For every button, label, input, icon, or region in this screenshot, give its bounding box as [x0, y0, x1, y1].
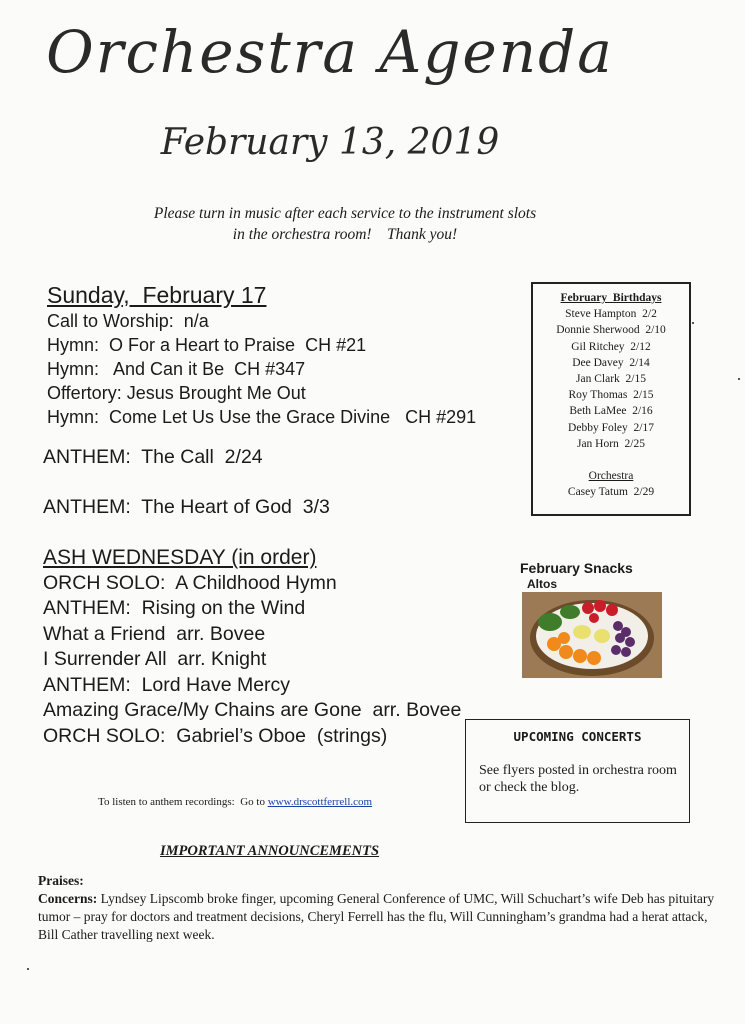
note-line: in the orchestra room! Thank you!	[232, 226, 458, 243]
birthday-item: Donnie Sherwood 2/10	[556, 324, 666, 337]
list-item: Offertory: Jesus Brought Me Out	[47, 383, 306, 403]
scan-speck	[692, 322, 694, 324]
page-title: Orchestra Agenda	[46, 18, 614, 86]
agenda-date: February 13, 2019	[160, 122, 500, 163]
scan-speck	[738, 378, 740, 380]
concerts-heading: UPCOMING CONCERTS	[513, 729, 642, 744]
note-line: Please turn in music after each service to the instrument slots	[153, 205, 537, 222]
website-link[interactable]: www.drscottferrell.com	[267, 796, 373, 808]
upcoming-concerts-box	[465, 719, 690, 823]
snacks-heading: February Snacks	[520, 560, 633, 576]
announcements-body	[38, 872, 728, 944]
sunday-heading: Sunday, February 17	[47, 282, 267, 308]
list-item: ORCH SOLO: A Childhood Hymn	[43, 571, 337, 594]
ash-wednesday-section	[43, 545, 461, 749]
birthday-item: Casey Tatum 2/29	[567, 486, 655, 499]
list-item: What a Friend arr. Bovee	[43, 622, 266, 645]
scan-speck	[27, 968, 29, 970]
fruit-tray-image	[522, 592, 662, 678]
ash-wednesday-heading: ASH WEDNESDAY (in order)	[43, 546, 317, 569]
praises-label: Praises:	[38, 873, 84, 888]
fruit-tray-illustration	[522, 592, 662, 678]
announcements-heading: IMPORTANT ANNOUNCEMENTS	[160, 843, 380, 859]
birthdays-box	[531, 282, 691, 516]
birthday-item: Steve Hampton 2/2	[565, 308, 657, 321]
birthday-item: Roy Thomas 2/15	[568, 389, 654, 402]
music-return-note	[80, 203, 610, 245]
concerts-body: See flyers posted in orchestra room or check the blog.	[479, 763, 677, 795]
anthem-item: ANTHEM: The Call 2/24	[43, 446, 263, 468]
concerns-label: Concerns:	[38, 891, 98, 906]
list-item: Amazing Grace/My Chains are Gone arr. Bovee	[43, 699, 462, 721]
list-item: Hymn: Come Let Us Use the Grace Divine CH #291	[47, 407, 477, 427]
birthday-item: Jan Horn 2/25	[576, 437, 646, 450]
birthdays-heading: February Birthdays	[560, 292, 662, 304]
birthday-item: Dee Davey 2/14	[572, 356, 650, 369]
list-item: Hymn: And Can it Be CH #347	[47, 359, 306, 379]
birthday-item: Beth LaMee 2/16	[569, 405, 653, 418]
listen-note	[98, 796, 372, 808]
snacks-group: Altos	[527, 577, 557, 591]
orchestra-birthday-heading: Orchestra	[588, 470, 634, 483]
anthem-item: ANTHEM: The Heart of God 3/3	[43, 496, 330, 518]
list-item: ORCH SOLO: Gabriel’s Oboe (strings)	[43, 724, 388, 747]
birthday-item: Jan Clark 2/15	[576, 373, 646, 386]
list-item: I Surrender All arr. Knight	[43, 648, 267, 670]
list-item: ANTHEM: Rising on the Wind	[43, 597, 306, 619]
list-item: Hymn: O For a Heart to Praise CH #21	[47, 335, 367, 355]
list-item: Call to Worship: n/a	[47, 311, 209, 331]
sunday-section	[47, 283, 476, 429]
list-item: ANTHEM: Lord Have Mercy	[43, 673, 291, 696]
birthday-item: Debby Foley 2/17	[568, 421, 654, 434]
listen-text: To listen to anthem recordings: Go to	[98, 796, 268, 808]
concerns-text: Lyndsey Lipscomb broke finger, upcoming General Conference of UMC, Will Schuchart’s wife Deb has pituitary tumor – pray for doctors and treatment decisions, Cheryl Ferrell has the flu, Will Cunningham’s grandma had a herat attack, Bill Cather travelling next week.	[38, 891, 715, 942]
birthday-item: Gil Ritchey 2/12	[571, 340, 651, 353]
